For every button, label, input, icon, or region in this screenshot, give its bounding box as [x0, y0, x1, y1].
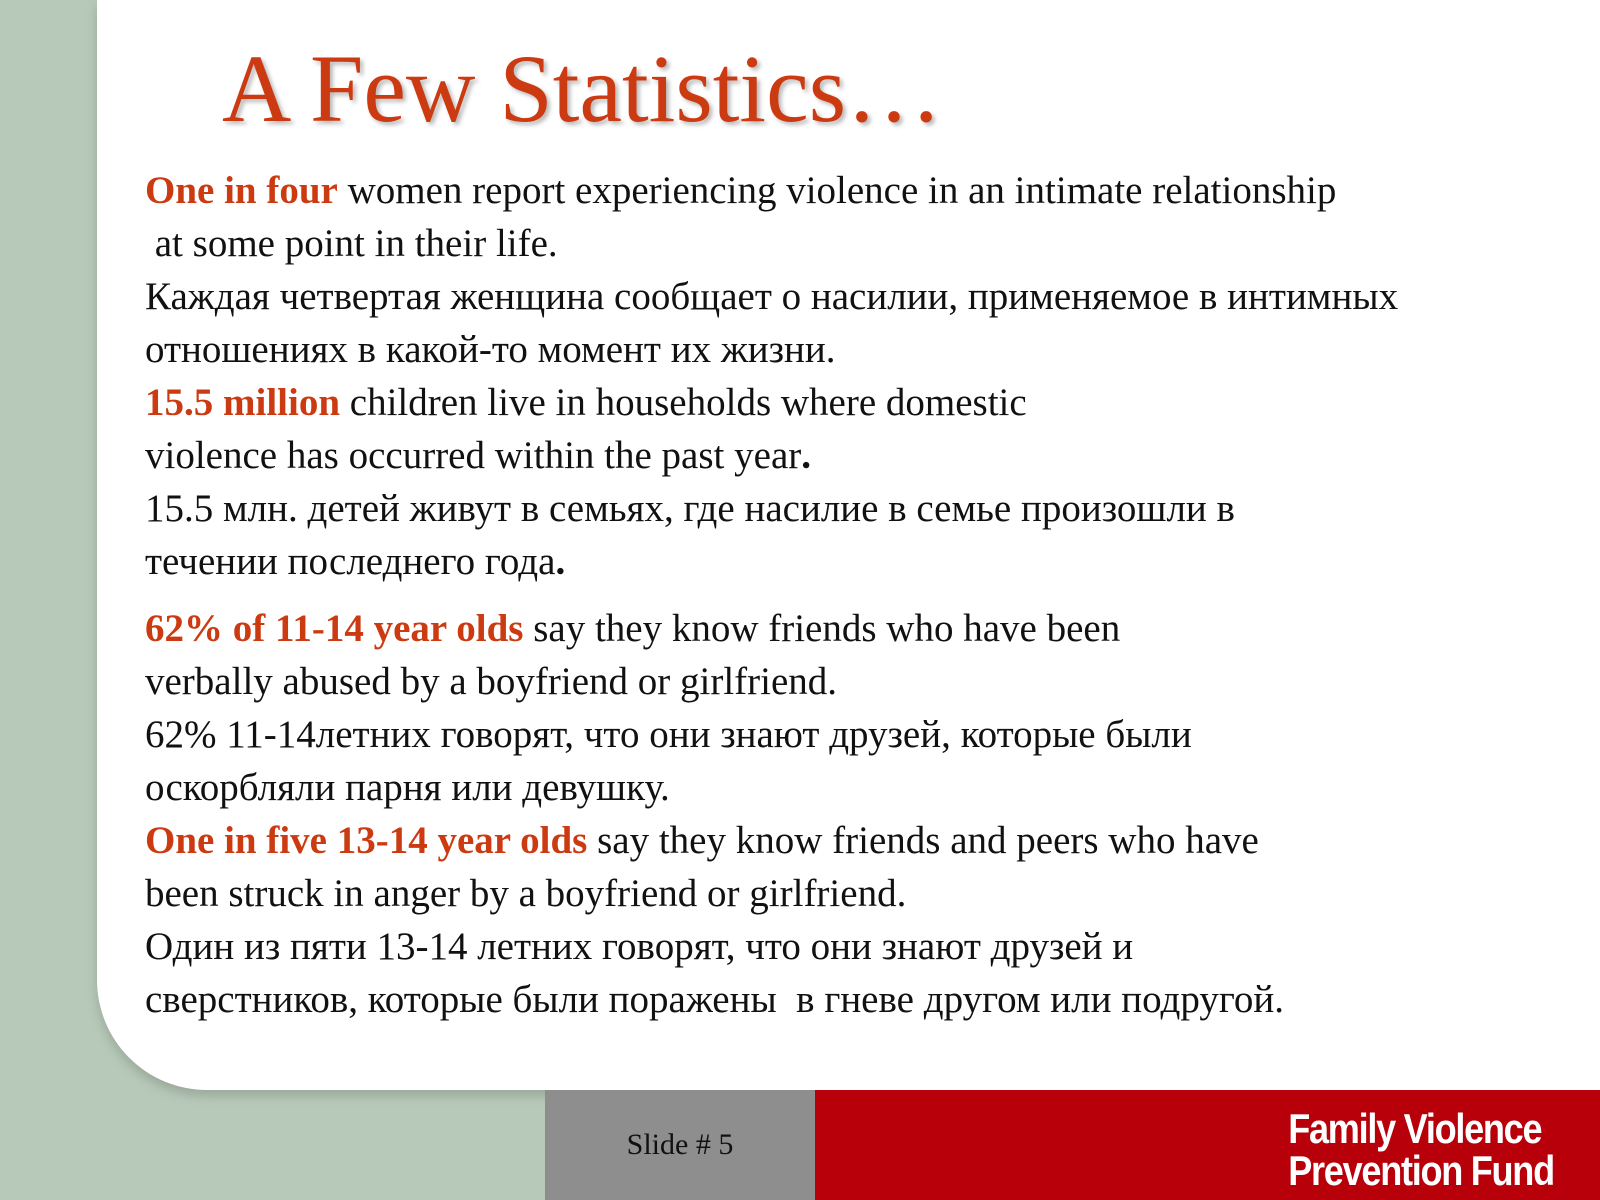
- stat-en-line: [145, 376, 1595, 429]
- stat-text: children live in households where domestic: [340, 381, 1027, 424]
- stat-en-line: [145, 814, 1595, 867]
- slide-number: Slide # 5: [626, 1128, 734, 1161]
- stat-ru-line: [145, 535, 1595, 588]
- stat-ru-line: Каждая четвертая женщина сообщает о насилии, применяемое в интимных: [145, 275, 1399, 318]
- slide-title: A Few Statistics…: [222, 35, 943, 142]
- stat-en-line: [145, 429, 1595, 482]
- stat-highlight: 62% of 11-14 year olds: [145, 607, 524, 650]
- stat-highlight: One in four: [145, 169, 338, 212]
- stat-text: violence has occurred within the past year: [145, 434, 802, 477]
- stat-text: say they know friends and peers who have: [587, 819, 1259, 862]
- stat-ru-line: сверстников, которые были поражены в гневе другом или подругой.: [145, 978, 1284, 1021]
- stat-ru-line: 15.5 млн. детей живут в семьях, где насилие в семье произошли в: [145, 487, 1235, 530]
- logo-line: Family Violence: [1288, 1105, 1542, 1152]
- stat-ru-line: оскорбляли парня или девушку.: [145, 766, 670, 809]
- stat-en-line: [145, 164, 1595, 217]
- stat-en-line: been struck in anger by a boyfriend or girlfriend.: [145, 872, 907, 915]
- footer-gray-band: [545, 1090, 815, 1200]
- stat-en-line: at some point in their life.: [145, 222, 558, 265]
- stat-period: .: [555, 540, 566, 583]
- stat-text: течении последнего года: [145, 540, 556, 583]
- stat-text: say they know friends who have been: [523, 607, 1121, 650]
- stat-highlight: One in five 13-14 year olds: [145, 819, 588, 862]
- logo-line: Prevention Fund: [1288, 1147, 1554, 1194]
- footer-red-band: [815, 1090, 1600, 1200]
- stat-ru-line: отношениях в какой-то момент их жизни.: [145, 328, 836, 371]
- stat-en-line: verbally abused by a boyfriend or girlfriend.: [145, 660, 838, 703]
- stat-en-line: [145, 602, 1595, 655]
- organization-logo: [1288, 1105, 1554, 1194]
- stat-ru-line: Один из пяти 13-14 летних говорят, что они знают друзей и: [145, 925, 1134, 968]
- slide-content: [145, 164, 1595, 1026]
- stat-text: women report experiencing violence in an intimate relationship: [337, 169, 1337, 212]
- stat-period: .: [801, 434, 811, 477]
- stat-ru-line: 62% 11-14летних говорят, что они знают друзей, которые были: [145, 713, 1192, 756]
- stat-highlight: 15.5 million: [145, 381, 341, 424]
